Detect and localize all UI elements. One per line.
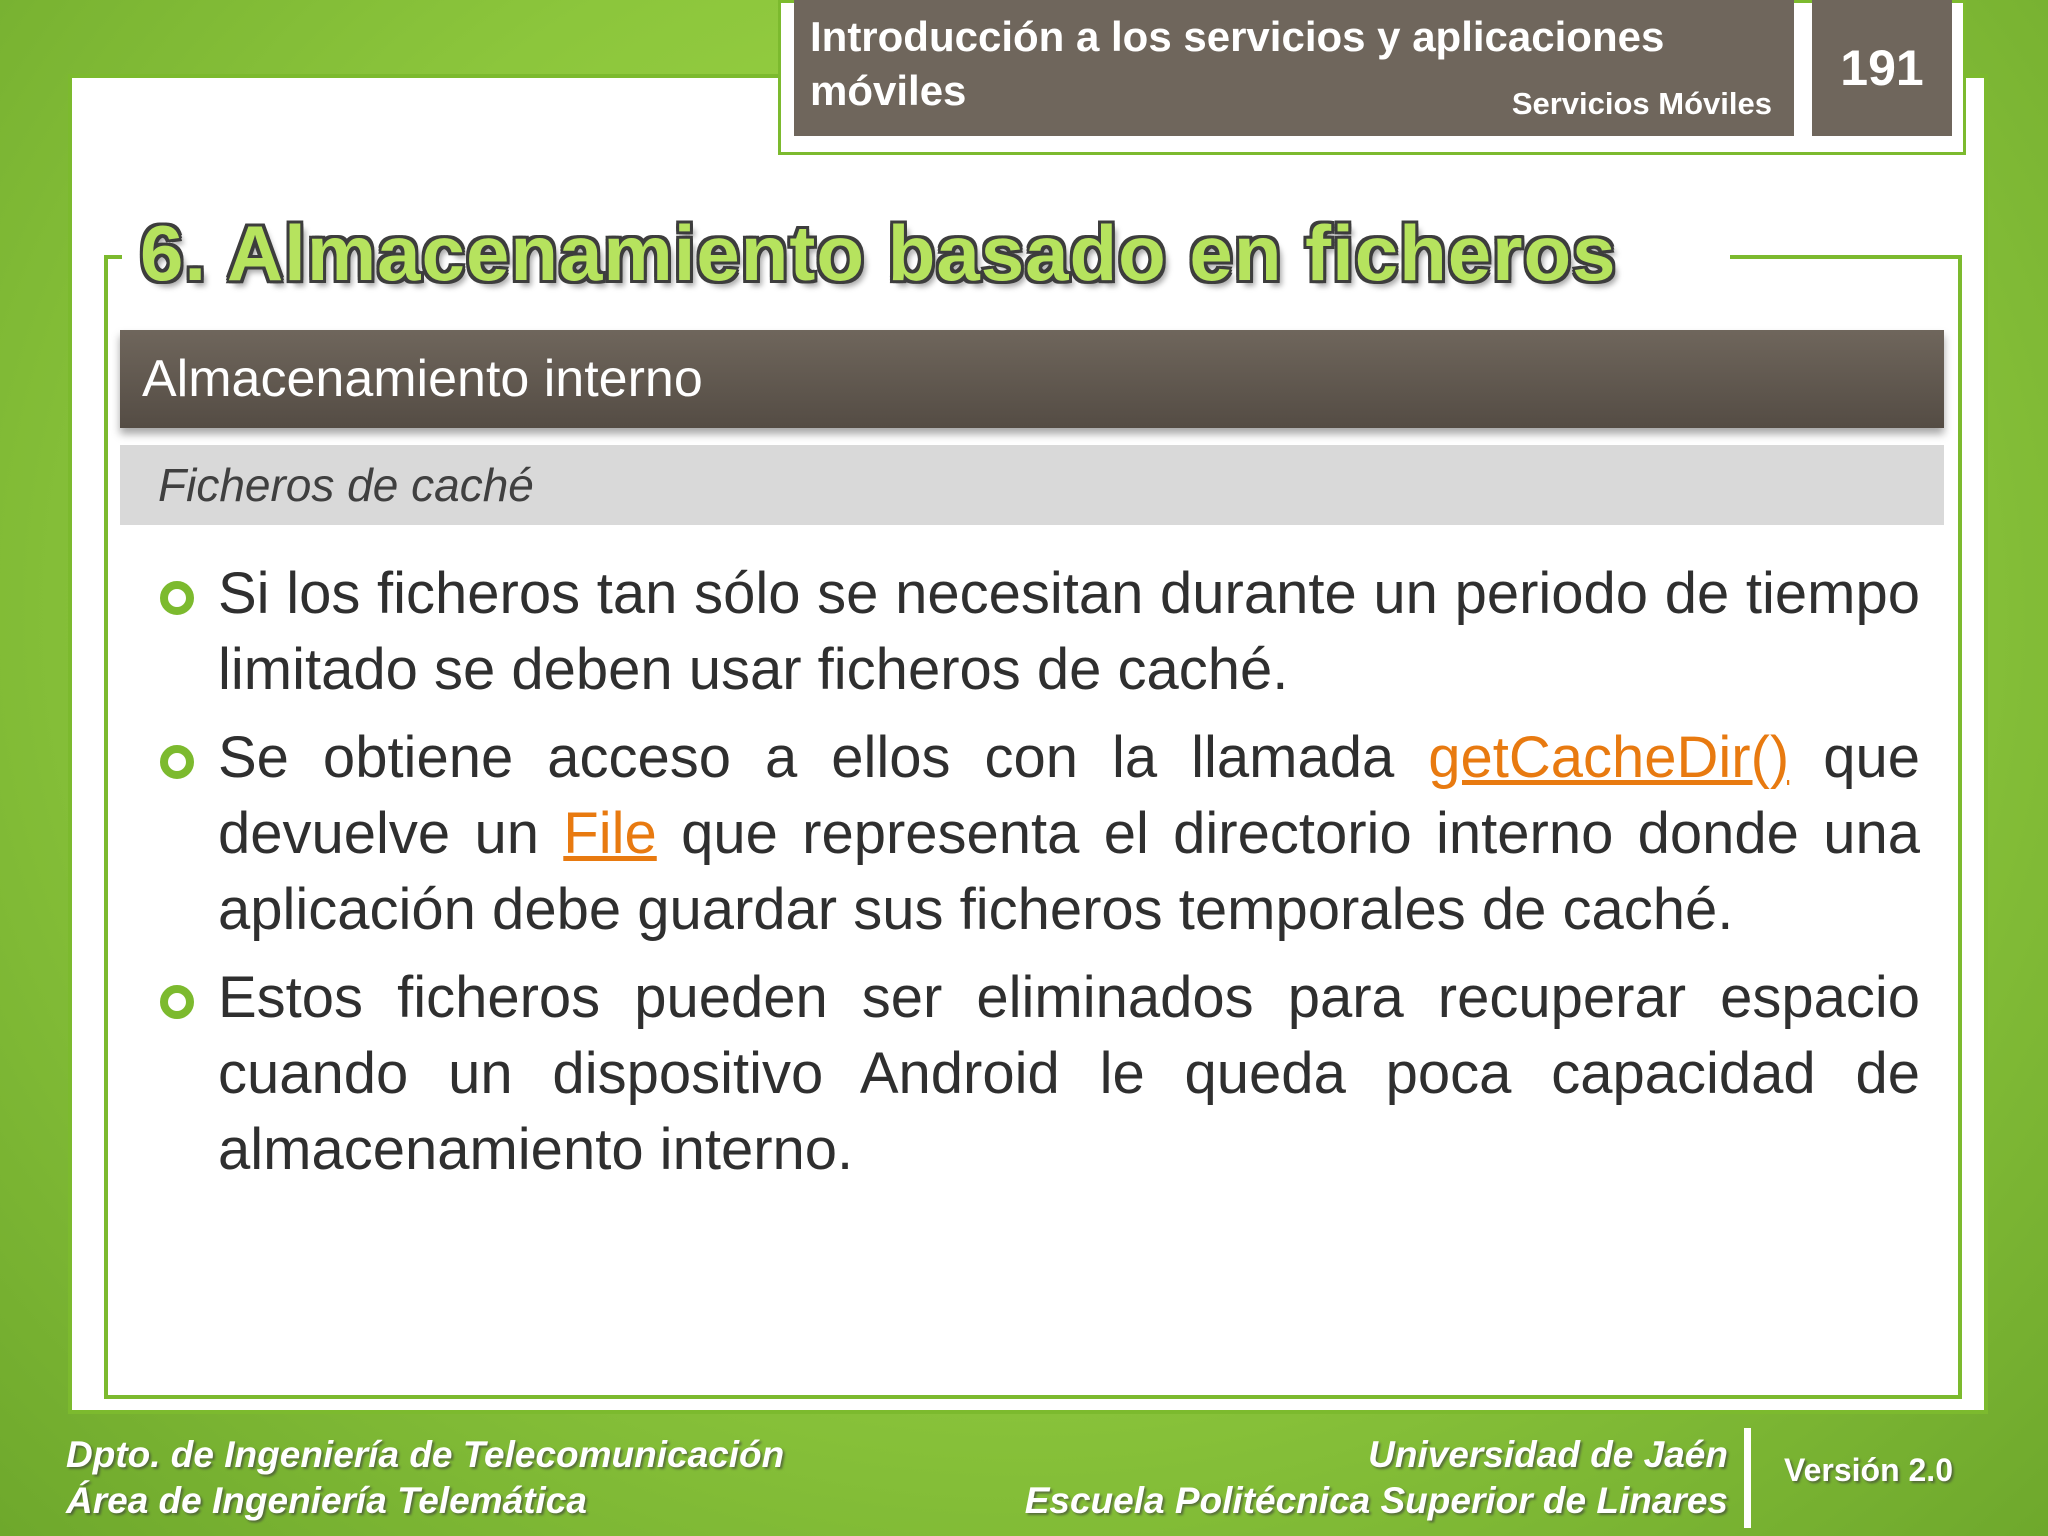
- header-course-block: [794, 0, 1794, 136]
- bullet-text: que representa el directorio interno donde una aplicación debe guardar sus ficheros temporales de caché.: [218, 801, 1921, 942]
- footer-institution: [1025, 1432, 1728, 1524]
- footer-department: [66, 1432, 784, 1524]
- subsection-heading: Ficheros de caché: [120, 445, 1944, 525]
- bullet-text: que devuelve un: [218, 725, 1920, 866]
- bullet-text: Se obtiene acceso a ellos con la llamada: [218, 725, 1429, 790]
- file-link[interactable]: File: [563, 801, 657, 866]
- bullet-text: Estos ficheros pueden ser eliminados para recuperar espacio cuando un dispositivo Android le queda poca capacidad de almacenamiento interno.: [218, 965, 1920, 1182]
- bullet-item: [218, 720, 1920, 948]
- bullet-item: [218, 556, 1920, 708]
- footer-divider: [1744, 1428, 1751, 1528]
- getcachedir-link[interactable]: getCacheDir(): [1428, 725, 1790, 790]
- course-title: Introducción a los servicios y aplicaciones móviles: [810, 13, 1665, 114]
- version-label: Versión 2.0: [1784, 1452, 1953, 1488]
- section-heading: Almacenamiento interno: [120, 330, 1944, 428]
- university-name: Universidad de Jaén: [1368, 1434, 1728, 1475]
- bullet-circle-icon: [160, 985, 194, 1019]
- bullet-text: Si los ficheros tan sólo se necesitan durante un periodo de tiempo limitado se deben usar ficheros de caché.: [218, 561, 1920, 702]
- page-number: 191: [1812, 0, 1952, 136]
- department-name: Dpto. de Ingeniería de Telecomunicación: [66, 1434, 785, 1475]
- school-name: Escuela Politécnica Superior de Linares: [1024, 1480, 1728, 1521]
- area-name: Área de Ingeniería Telemática: [66, 1480, 587, 1521]
- bullet-list: [218, 556, 1920, 1200]
- bullet-circle-icon: [160, 581, 194, 615]
- course-subtitle: Servicios Móviles: [1511, 86, 1772, 121]
- slide-title: 6. Almacenamiento basado en ficheros: [140, 209, 1617, 297]
- bullet-circle-icon: [160, 745, 194, 779]
- bullet-item: [218, 960, 1920, 1188]
